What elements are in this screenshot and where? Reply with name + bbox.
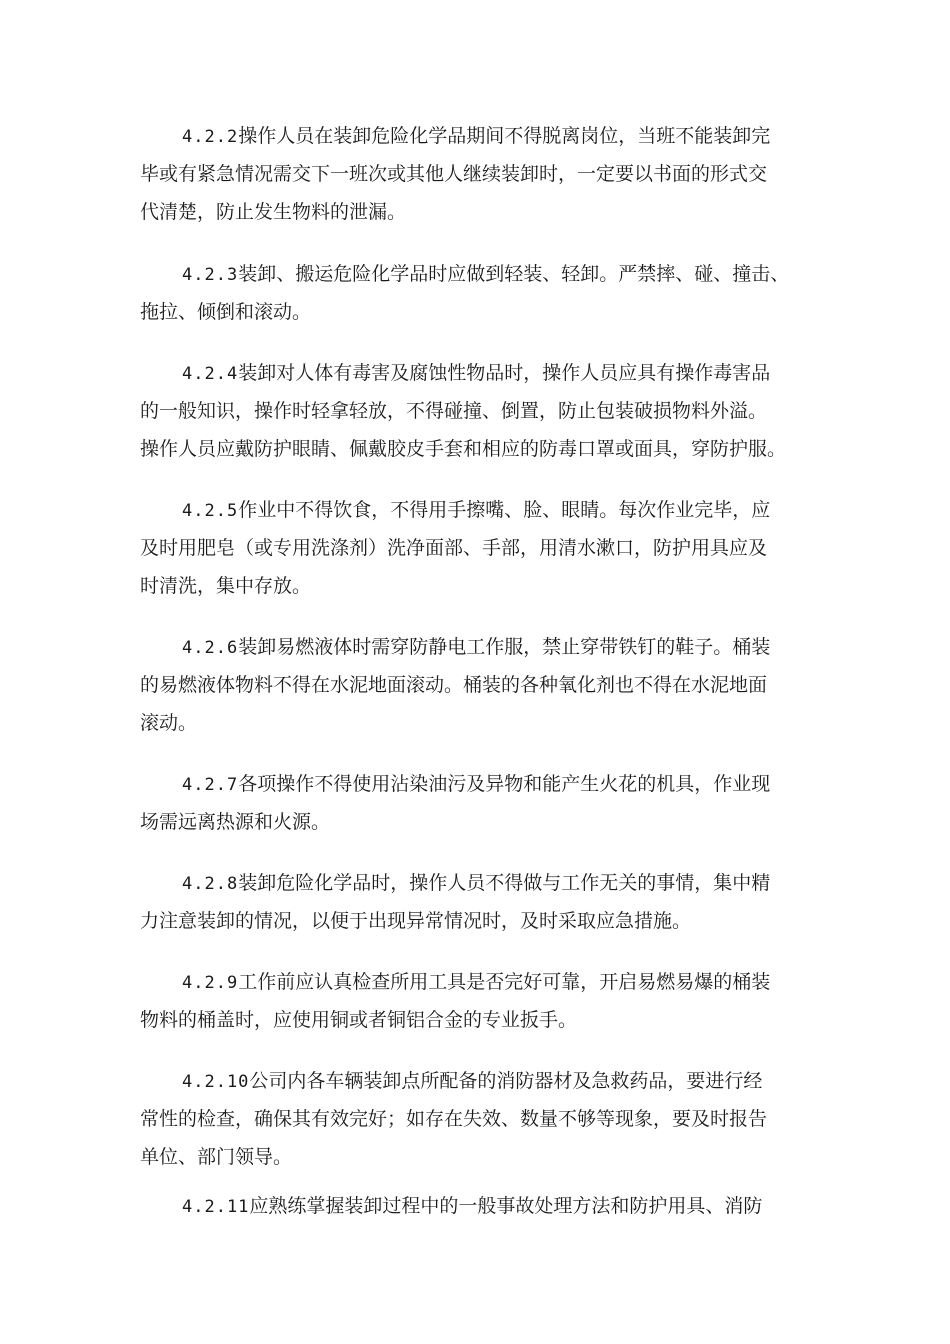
paragraph-4-2-3: [140, 255, 830, 331]
paragraph-4-2-8: [140, 864, 830, 940]
clause-number: 4.2.4: [182, 364, 239, 384]
paragraph-4-2-10: [140, 1062, 830, 1176]
paragraph-4-2-6: [140, 628, 830, 742]
clause-number: 4.2.6: [182, 638, 239, 658]
paragraph-line: 操作人员应戴防护眼睛、佩戴胶皮手套和相应的防毒口罩或面具，穿防护服。: [140, 438, 787, 460]
paragraph-line: [140, 1062, 830, 1100]
paragraph-text: 应熟练掌握装卸过程中的一般事故处理方法和防护用具、消防: [249, 1195, 763, 1217]
paragraph-4-2-5: [140, 491, 830, 605]
paragraph-text: 装卸易燃液体时需穿防静电工作服，禁止穿带铁钉的鞋子。桶装: [238, 636, 771, 658]
paragraph-line: [140, 117, 830, 155]
clause-number: 4.2.8: [182, 874, 239, 894]
paragraph-line: 代清楚，防止发生物料的泄漏。: [140, 201, 407, 223]
paragraph-line: [140, 963, 830, 1001]
paragraph-text: 装卸、搬运危险化学品时应做到轻装、轻卸。严禁摔、碰、撞击、: [238, 263, 790, 285]
clause-number: 4.2.11: [182, 1197, 250, 1217]
paragraph-4-2-7: [140, 765, 830, 841]
paragraph-line: 毕或有紧急情况需交下一班次或其他人继续装卸时，一定要以书面的形式交: [140, 163, 768, 185]
paragraph-text: 操作人员在装卸危险化学品期间不得脱离岗位，当班不能装卸完: [238, 125, 771, 147]
paragraph-line: 及时用肥皂（或专用洗涤剂）洗净面部、手部，用清水漱口，防护用具应及: [140, 537, 768, 559]
paragraph-line: 拖拉、倾倒和滚动。: [140, 301, 312, 323]
paragraph-line: [140, 491, 830, 529]
paragraph-line: 滚动。: [140, 712, 198, 734]
paragraph-text: 工作前应认真检查所用工具是否完好可靠，开启易燃易爆的桶装: [238, 971, 771, 993]
paragraph-line: [140, 1187, 830, 1225]
paragraph-line: [140, 628, 830, 666]
paragraph-line: [140, 255, 830, 293]
clause-number: 4.2.10: [182, 1072, 250, 1092]
paragraph-line: [140, 864, 830, 902]
clause-number: 4.2.7: [182, 775, 239, 795]
clause-number: 4.2.9: [182, 973, 239, 993]
paragraph-text: 作业中不得饮食，不得用手擦嘴、脸、眼睛。每次作业完毕，应: [238, 499, 771, 521]
paragraph-line: 场需远离热源和火源。: [140, 811, 331, 833]
paragraph-text: 装卸危险化学品时，操作人员不得做与工作无关的事情，集中精: [238, 872, 771, 894]
paragraph-text: 装卸对人体有毒害及腐蚀性物品时，操作人员应具有操作毒害品: [238, 362, 771, 384]
clause-number: 4.2.5: [182, 501, 239, 521]
paragraph-line: 常性的检查，确保其有效完好；如存在失效、数量不够等现象，要及时报告: [140, 1108, 768, 1130]
paragraph-line: 的一般知识，操作时轻拿轻放，不得碰撞、倒置，防止包装破损物料外溢。: [140, 400, 768, 422]
paragraph-line: 的易燃液体物料不得在水泥地面滚动。桶装的各种氧化剂也不得在水泥地面: [140, 674, 768, 696]
paragraph-line: 时清洗，集中存放。: [140, 575, 312, 597]
clause-number: 4.2.3: [182, 265, 239, 285]
paragraph-line: 物料的桶盖时，应使用铜或者铜铝合金的专业扳手。: [140, 1009, 578, 1031]
paragraph-text: 各项操作不得使用沾染油污及异物和能产生火花的机具，作业现: [238, 773, 771, 795]
clause-number: 4.2.2: [182, 127, 239, 147]
paragraph-4-2-4: [140, 354, 830, 468]
paragraph-line: 单位、部门领导。: [140, 1146, 293, 1168]
paragraph-4-2-2: [140, 117, 830, 231]
paragraph-text: 公司内各车辆装卸点所配备的消防器材及急救药品，要进行经: [249, 1070, 763, 1092]
paragraph-4-2-11: [140, 1187, 830, 1225]
paragraph-line: [140, 765, 830, 803]
paragraph-line: [140, 354, 830, 392]
paragraph-line: 力注意装卸的情况，以便于出现异常情况时，及时采取应急措施。: [140, 910, 692, 932]
paragraph-4-2-9: [140, 963, 830, 1039]
